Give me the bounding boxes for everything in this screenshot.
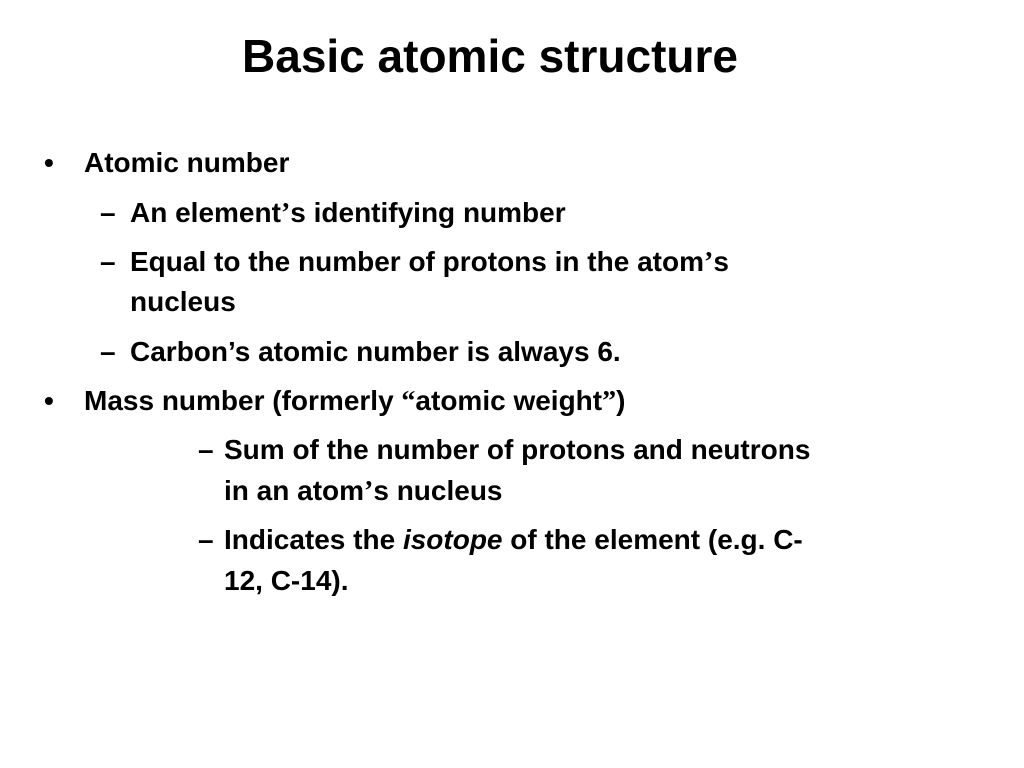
bullet-marker: • <box>44 147 54 178</box>
subitem-text: Sum of the number of protons and neutrons <box>224 434 811 465</box>
bullet-marker: • <box>44 385 54 416</box>
dash-marker: – <box>100 197 116 228</box>
subitem-text: An element’s identifying number <box>130 197 566 229</box>
dash-marker: – <box>100 336 116 367</box>
subitem-text-line2: in an atom’s nucleus <box>224 475 503 507</box>
isotope-term: isotope <box>402 524 503 555</box>
bullet-text: Mass number (formerly “atomic weight”) <box>84 385 626 417</box>
bullet-text: Atomic number <box>84 147 290 178</box>
subitem-text: Indicates the isotope of the element (e.g. C- <box>224 524 803 555</box>
subitem-text: Carbon’s atomic number is always 6. <box>130 336 621 367</box>
subitem-text-line2: nucleus <box>130 286 236 317</box>
subitem-text-line2: 12, C-14). <box>224 565 349 596</box>
dash-marker: – <box>198 524 214 555</box>
slide-title: Basic atomic structure <box>242 30 738 82</box>
dash-marker: – <box>198 434 214 465</box>
subitem-text: Equal to the number of protons in the atom’s <box>130 246 729 278</box>
dash-marker: – <box>100 246 116 277</box>
